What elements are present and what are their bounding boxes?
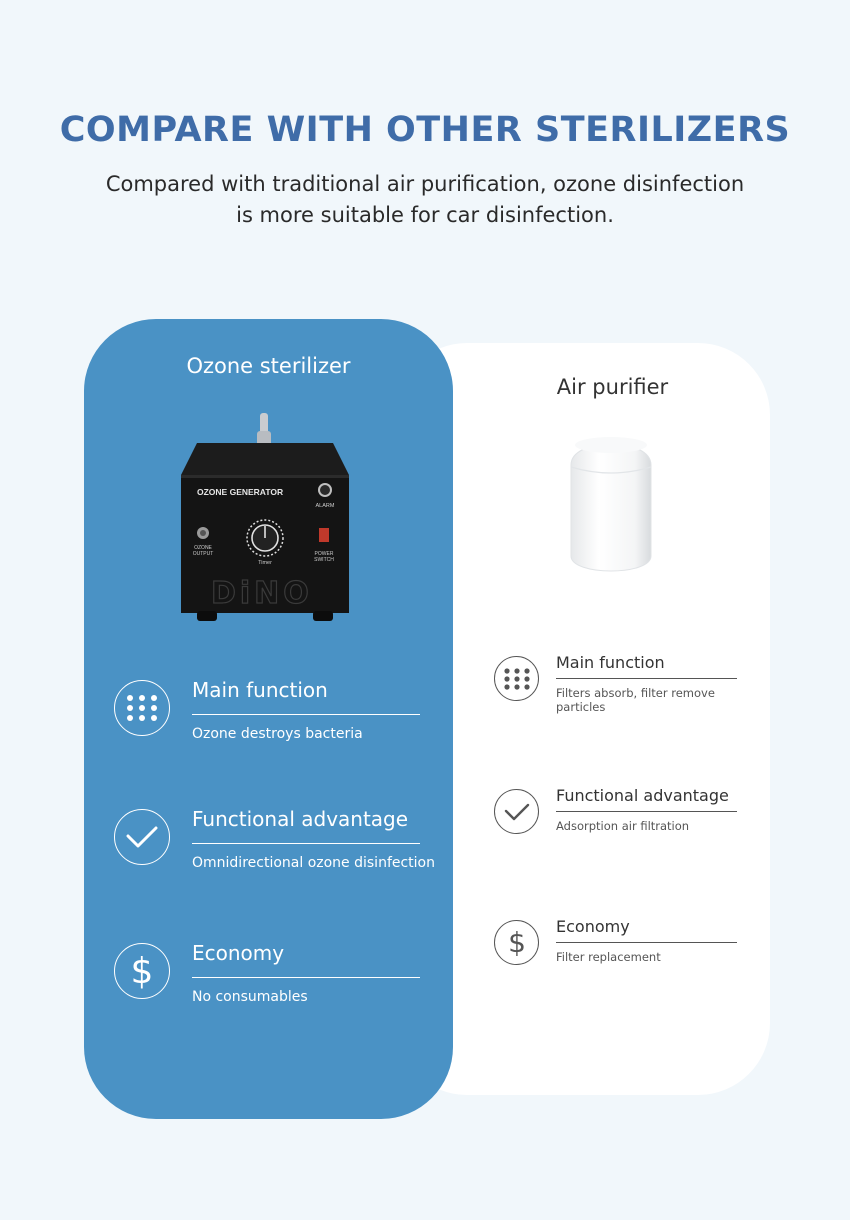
feature-desc: Filters absorb, filter remove particles [556, 686, 715, 714]
dollar-icon [494, 920, 539, 965]
grid-dots-icon [494, 656, 539, 701]
feature-desc: Filter replacement [556, 950, 661, 964]
svg-text:$: $ [507, 926, 526, 959]
device-alarm-label: ALARM [315, 503, 335, 509]
feature-divider [556, 678, 737, 679]
ozone-sterilizer-title: Ozone sterilizer [186, 354, 351, 378]
checkmark-icon [494, 789, 539, 834]
device-timer-label: Timer [258, 560, 272, 566]
grid-dots-icon [114, 680, 170, 736]
svg-text:$: $ [130, 951, 154, 991]
feature-desc: No consumables [192, 989, 308, 1005]
feature-name: Economy [556, 917, 630, 936]
feature-name: Economy [192, 941, 285, 965]
page-subtitle: Compared with traditional air purification, ozone disinfection is more suitable for car disinfection. [105, 172, 745, 227]
feature-desc: Ozone destroys bacteria [192, 726, 363, 742]
svg-text:OUTPUT: OUTPUT [192, 551, 214, 557]
feature-name: Functional advantage [192, 807, 409, 831]
svg-text:OZONE: OZONE [194, 545, 212, 551]
ozone-generator-image [179, 413, 351, 625]
checkmark-icon [114, 809, 170, 865]
feature-divider [556, 942, 737, 943]
device-panel-title: OZONE GENERATOR [197, 487, 284, 497]
svg-text:SWITCH: SWITCH [314, 557, 334, 563]
feature-name: Main function [556, 653, 665, 672]
feature-desc: Adsorption air filtration [556, 819, 690, 833]
feature-desc: Omnidirectional ozone disinfection [192, 855, 435, 871]
feature-divider [192, 843, 420, 844]
feature-name: Main function [192, 678, 328, 702]
feature-name: Functional advantage [556, 786, 729, 805]
feature-divider [556, 811, 737, 812]
device-brand: DiNO [211, 576, 313, 611]
air-purifier-title: Air purifier [556, 375, 669, 399]
feature-divider [192, 977, 420, 978]
air-purifier-image [565, 431, 657, 576]
feature-divider [192, 714, 420, 715]
dollar-icon [114, 943, 170, 999]
svg-text:POWER: POWER [314, 551, 334, 557]
page-title: COMPARE WITH OTHER STERILIZERS [59, 110, 791, 150]
ozone-sterilizer-card [84, 319, 453, 1119]
